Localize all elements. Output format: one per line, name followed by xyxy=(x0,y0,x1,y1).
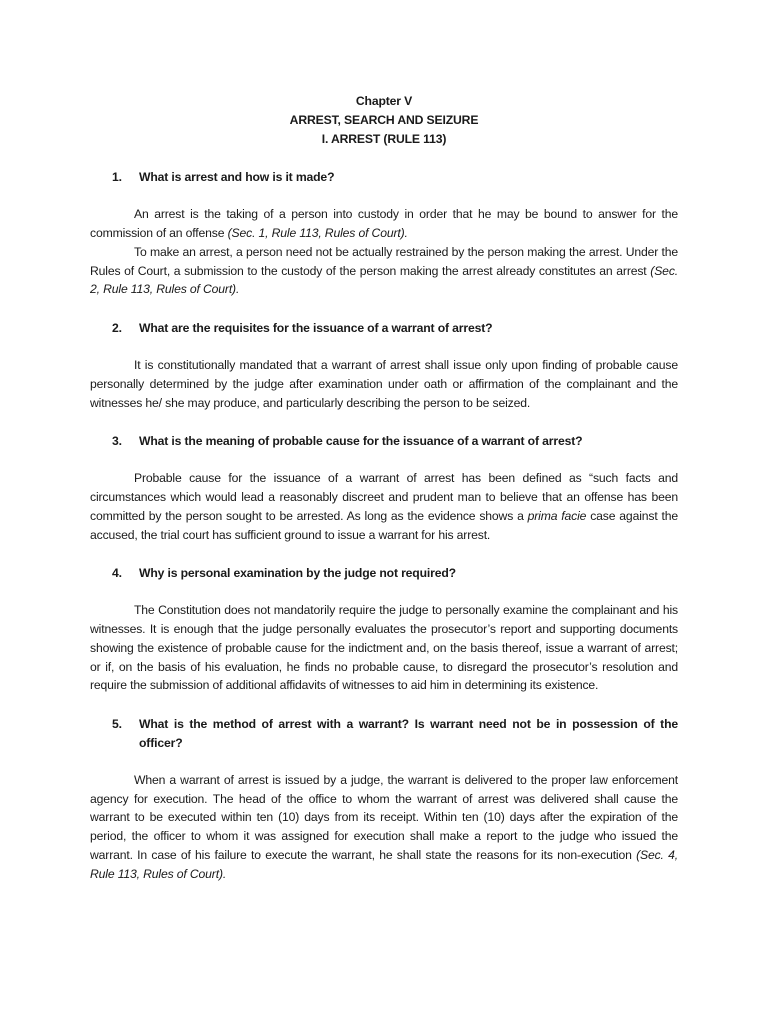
paragraph-text: case against the accused, the trial court has sufficient ground to issue a warrant for his arrest. xyxy=(90,508,678,542)
citation: (Sec. 1, Rule 113, Rules of Court). xyxy=(227,225,408,240)
paragraph-text: To make an arrest, a person need not be actually restrained by the person making the arrest. Under the Rules of Court, a submission to the custody of the person making the arrest already constitutes an arrest xyxy=(90,244,678,278)
citation: (Sec. 4, Rule 113, Rules of Court). xyxy=(90,847,678,881)
question-number: 1. xyxy=(112,170,122,185)
question-text: What is the meaning of probable cause for the issuance of a warrant of arrest? xyxy=(139,434,583,449)
question-text: What is the method of arrest with a warrant? Is warrant need not be in possession of the officer? xyxy=(139,717,678,750)
question-number: 2. xyxy=(112,321,122,336)
question-text: What are the requisites for the issuance of a warrant of arrest? xyxy=(139,321,493,336)
section-title: I. ARREST (RULE 113) xyxy=(321,131,447,146)
answer-paragraph xyxy=(90,601,678,695)
question-2 xyxy=(90,319,678,338)
question-number: 3. xyxy=(112,434,122,449)
paragraph-text: The Constitution does not mandatorily require the judge to personally examine the complainant and his witnesses. It is enough that the judge personally evaluates the prosecutor’s report and supporting documents showing the existence of probable cause for the indictment and, on the basis thereof, issue a warrant of arrest; or if, on the basis of his evaluation, he finds no probable cause, to disregard the prosecutor’s resolution and require the submission of additional affidavits of witnesses to aid him in determining its existence. xyxy=(90,603,678,693)
answer-paragraph xyxy=(90,205,678,243)
question-5 xyxy=(90,715,678,753)
question-3 xyxy=(90,432,678,451)
answer-paragraph xyxy=(90,469,678,544)
latin-term: prima facie xyxy=(527,508,587,523)
question-number: 4. xyxy=(112,566,122,581)
chapter-label: Chapter V xyxy=(355,94,413,108)
citation: (Sec. 2, Rule 113, Rules of Court). xyxy=(90,263,678,297)
paragraph-text: When a warrant of arrest is issued by a judge, the warrant is delivered to the proper law enforcement agency for execution. The head of the office to whom the warrant of arrest was delivered shall cause the warrant to be executed within ten (10) days from its receipt. Within ten (10) days after the expiration of the period, the officer to whom it was assigned for execution shall make a report to the judge who issued the warrant. In case of his failure to execute the warrant, he shall state the reasons for its non-execution xyxy=(90,772,678,862)
answer-paragraph xyxy=(90,356,678,412)
question-4 xyxy=(90,564,678,583)
document-body xyxy=(90,92,678,884)
answer-paragraph xyxy=(90,771,678,884)
question-text: Why is personal examination by the judge not required? xyxy=(139,566,456,581)
question-1 xyxy=(90,168,678,187)
chapter-title: ARREST, SEARCH AND SEIZURE xyxy=(289,112,479,127)
question-text: What is arrest and how is it made? xyxy=(139,170,335,185)
paragraph-text: An arrest is the taking of a person into custody in order that he may be bound to answer for the commission of an offense xyxy=(90,207,678,240)
answer-paragraph xyxy=(90,243,678,299)
question-number: 5. xyxy=(112,717,122,732)
chapter-header xyxy=(90,92,678,148)
paragraph-text: It is constitutionally mandated that a warrant of arrest shall issue only upon finding of probable cause personally determined by the judge after examination under oath or affirmation of the complainant and the witnesses he/ she may produce, and particularly describing the person to be seized. xyxy=(90,357,678,410)
paragraph-text: Probable cause for the issuance of a warrant of arrest has been defined as “such facts and circumstances which would lead a reasonably discreet and prudent man to believe that an offense has been committed by the person sought to be arrested. As long as the evidence shows a xyxy=(90,471,678,523)
